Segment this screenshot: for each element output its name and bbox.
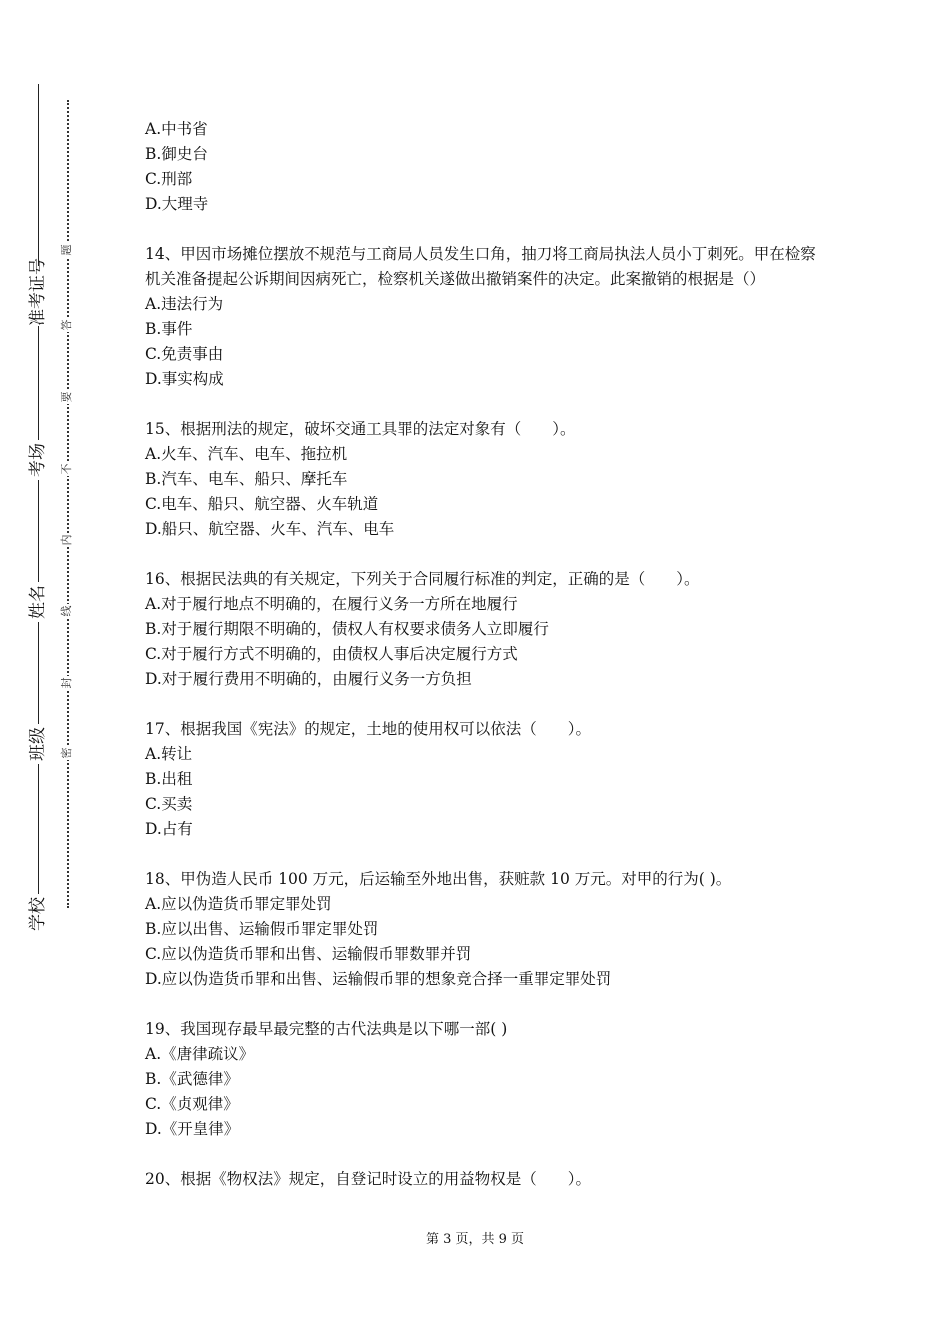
margin-label-name: 姓名 xyxy=(26,582,50,622)
seal-note: 密 xyxy=(60,747,73,759)
margin-label-school: 学校 xyxy=(26,894,50,934)
question-stem: 17、根据我国《宪法》的规定，土地的使用权可以依法（ ）。 xyxy=(145,720,591,738)
option: A.对于履行地点不明确的，在履行义务一方所在地履行 xyxy=(145,595,518,613)
binding-dotted-line xyxy=(67,100,69,908)
option: C.买卖 xyxy=(145,795,193,813)
question-stem: 14、甲因市场摊位摆放不规范与工商局人员发生口角，抽刀将工商局执法人员小丁刺死。甲在检察机关准备提起公诉期间因病死亡，检察机关遂做出撤销案件的决定。此案撤销的根据是（） xyxy=(145,245,816,288)
question-16 xyxy=(145,567,825,692)
option: D.大理寺 xyxy=(145,195,209,213)
option: D.占有 xyxy=(145,820,193,838)
option: A.应以伪造货币罪定罪处罚 xyxy=(145,895,332,913)
page-number: 第 3 页，共 9 页 xyxy=(425,1232,525,1247)
seal-note: 线 xyxy=(60,605,73,617)
binding-solid-line xyxy=(38,84,39,930)
option: C.《贞观律》 xyxy=(145,1095,239,1113)
question-17 xyxy=(145,717,825,842)
option: C.应以伪造货币罪和出售、运输假币罪数罪并罚 xyxy=(145,945,472,963)
question-stem: 15、根据刑法的规定，破坏交通工具罪的法定对象有（ ）。 xyxy=(145,420,576,438)
seal-note: 内 xyxy=(60,534,73,546)
question-stem: 20、根据《物权法》规定，自登记时设立的用益物权是（ ）。 xyxy=(145,1170,591,1188)
seal-note: 答 xyxy=(60,319,73,331)
seal-note: 不 xyxy=(60,463,73,475)
question-content xyxy=(145,117,825,1217)
question-stem: 18、甲伪造人民币 100 万元，后运输至外地出售，获赃款 10 万元。对甲的行为( )。 xyxy=(145,870,732,888)
question-19 xyxy=(145,1017,825,1142)
margin-label-exam-id: 准考证号 xyxy=(28,258,48,326)
option: C.刑部 xyxy=(145,170,193,188)
option: C.对于履行方式不明确的，由债权人事后决定履行方式 xyxy=(145,645,518,663)
question-13-options xyxy=(145,117,825,217)
option: D.对于履行费用不明确的，由履行义务一方负担 xyxy=(145,670,472,688)
question-stem: 19、我国现存最早最完整的古代法典是以下哪一部( ) xyxy=(145,1020,508,1038)
question-20 xyxy=(145,1167,825,1192)
seal-note: 封 xyxy=(60,677,73,689)
seal-note: 要 xyxy=(60,391,73,403)
option: A.《唐律疏议》 xyxy=(145,1045,255,1063)
option: B.《武德律》 xyxy=(145,1070,239,1088)
option: A.火车、汽车、电车、拖拉机 xyxy=(145,445,348,463)
option: B.汽车、电车、船只、摩托车 xyxy=(145,470,348,488)
option: D.《开皇律》 xyxy=(145,1120,240,1138)
option: B.事件 xyxy=(145,320,193,338)
option: D.船只、航空器、火车、汽车、电车 xyxy=(145,520,395,538)
question-14 xyxy=(145,242,825,392)
margin-label-exam-room: 考场 xyxy=(26,440,50,480)
option: B.应以出售、运输假币罪定罪处罚 xyxy=(145,920,379,938)
question-stem: 16、根据民法典的有关规定，下列关于合同履行标准的判定，正确的是（ ）。 xyxy=(145,570,700,588)
option: B.对于履行期限不明确的，债权人有权要求债务人立即履行 xyxy=(145,620,549,638)
option: D.应以伪造货币罪和出售、运输假币罪的想象竞合择一重罪定罪处罚 xyxy=(145,970,612,988)
option: D.事实构成 xyxy=(145,370,224,388)
question-18 xyxy=(145,867,825,992)
option: A.违法行为 xyxy=(145,295,224,313)
seal-note: 题 xyxy=(60,244,73,256)
margin-label-class: 班级 xyxy=(26,724,50,764)
option: B.出租 xyxy=(145,770,193,788)
option: A.转让 xyxy=(145,745,193,763)
option: C.电车、船只、航空器、火车轨道 xyxy=(145,495,379,513)
question-15 xyxy=(145,417,825,542)
option: A.中书省 xyxy=(145,120,208,138)
option: B.御史台 xyxy=(145,145,208,163)
option: C.免责事由 xyxy=(145,345,224,363)
